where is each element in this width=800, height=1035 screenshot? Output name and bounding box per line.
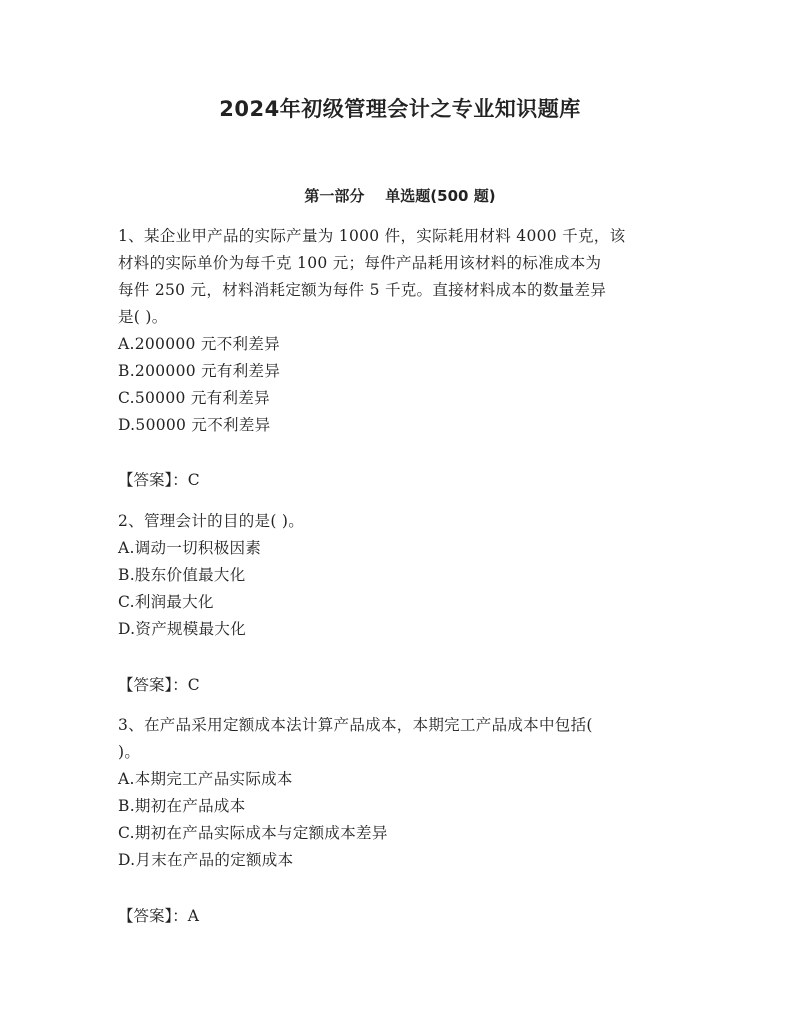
question-2-option-a: A.调动一切积极因素 xyxy=(118,539,262,557)
question-2-option-c: C.利润最大化 xyxy=(118,593,214,611)
question-2-line-1: 2、管理会计的目的是( )。 xyxy=(118,512,305,530)
question-3-line-1: 3、在产品采用定额成本法计算产品成本，本期完工产品成本中包括( xyxy=(118,716,593,734)
question-1-option-c: C.50000 元有利差异 xyxy=(118,389,270,407)
question-1-option-b: B.200000 元有利差异 xyxy=(118,362,281,380)
question-1-line-4: 是( )。 xyxy=(118,308,168,326)
question-1-line-2: 材料的实际单价为每千克 100 元；每件产品耗用该材料的标准成本为 xyxy=(118,254,602,272)
question-3-option-d: D.月末在产品的定额成本 xyxy=(118,851,294,869)
question-2-option-d: D.资产规模最大化 xyxy=(118,620,247,638)
section-title: 第一部分 单选题(500 题) xyxy=(304,187,496,205)
document-title: 2024年初级管理会计之专业知识题库 xyxy=(219,97,581,121)
question-1-answer: 【答案】：C xyxy=(118,471,200,489)
question-3-option-c: C.期初在产品实际成本与定额成本差异 xyxy=(118,824,388,842)
question-3-answer: 【答案】：A xyxy=(118,907,199,925)
question-1-line-3: 每件 250 元，材料消耗定额为每件 5 千克。直接材料成本的数量差异 xyxy=(118,281,607,299)
question-3-option-a: A.本期完工产品实际成本 xyxy=(118,770,293,788)
question-1-option-a: A.200000 元不利差异 xyxy=(118,335,280,353)
question-2-option-b: B.股东价值最大化 xyxy=(118,566,246,584)
question-1-option-d: D.50000 元不利差异 xyxy=(118,416,271,434)
question-2-answer: 【答案】：C xyxy=(118,676,200,694)
question-3-line-2: )。 xyxy=(118,743,141,761)
question-3-option-b: B.期初在产品成本 xyxy=(118,797,246,815)
question-1-line-1: 1、某企业甲产品的实际产量为 1000 件，实际耗用材料 4000 千克，该 xyxy=(118,227,626,245)
